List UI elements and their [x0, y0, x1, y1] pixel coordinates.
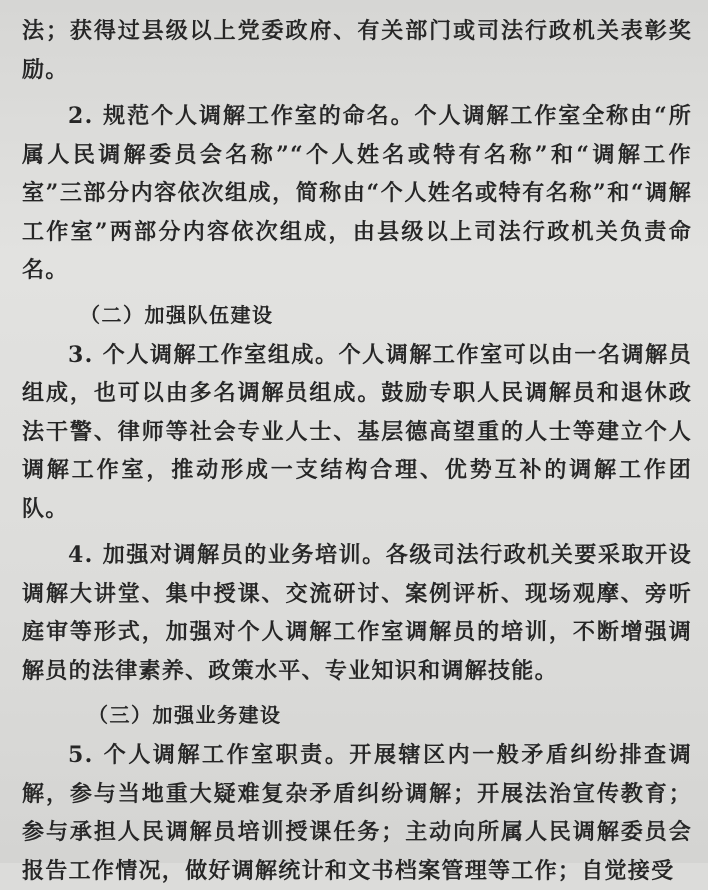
section-heading-2: （二）加强队伍建设 — [80, 302, 274, 327]
paragraph-continuation: 法；获得过县级以上党委政府、有关部门或司法行政机关表彰奖励。 — [22, 18, 692, 83]
paragraph-4: 4. 加强对调解员的业务培训。各级司法行政机关要采取开设调解大讲堂、集中授课、交流研讨、案例评析、现场观摩、旁听庭审等形式，加强对个人调解工作室调解员的培训，不断增强调解员的法律素养、政策水平、专业知识和调解技能。 — [22, 542, 692, 684]
paragraph-2: 2. 规范个人调解工作室的命名。个人调解工作室全称由“所属人民调解委员会名称”“个人姓名或特有名称”和“调解工作室”三部分内容依次组成，简称由“个人姓名或特有名称”和“调解工作室”两部分内容依次组成，由县级以上司法行政机关负责命名。 — [22, 103, 692, 283]
document-body — [22, 12, 692, 890]
paragraph-5: 5. 个人调解工作室职责。开展辖区内一般矛盾纠纷排查调解，参与当地重大疑难复杂矛盾纠纷调解；开展法治宣传教育；参与承担人民调解员培训授课任务；主动向所属人民调解委员会报告工作情况，做好调解统计和文书档案管理等工作；自觉接受 — [22, 742, 692, 884]
paragraph-3: 3. 个人调解工作室组成。个人调解工作室可以由一名调解员组成，也可以由多名调解员组成。鼓励专职人民调解员和退休政法干警、律师等社会专业人士、基层德高望重的人士等建立个人调解工作室，推动形成一支结构合理、优势互补的调解工作团队。 — [22, 341, 692, 522]
section-heading-3: （三）加强业务建设 — [88, 703, 282, 727]
